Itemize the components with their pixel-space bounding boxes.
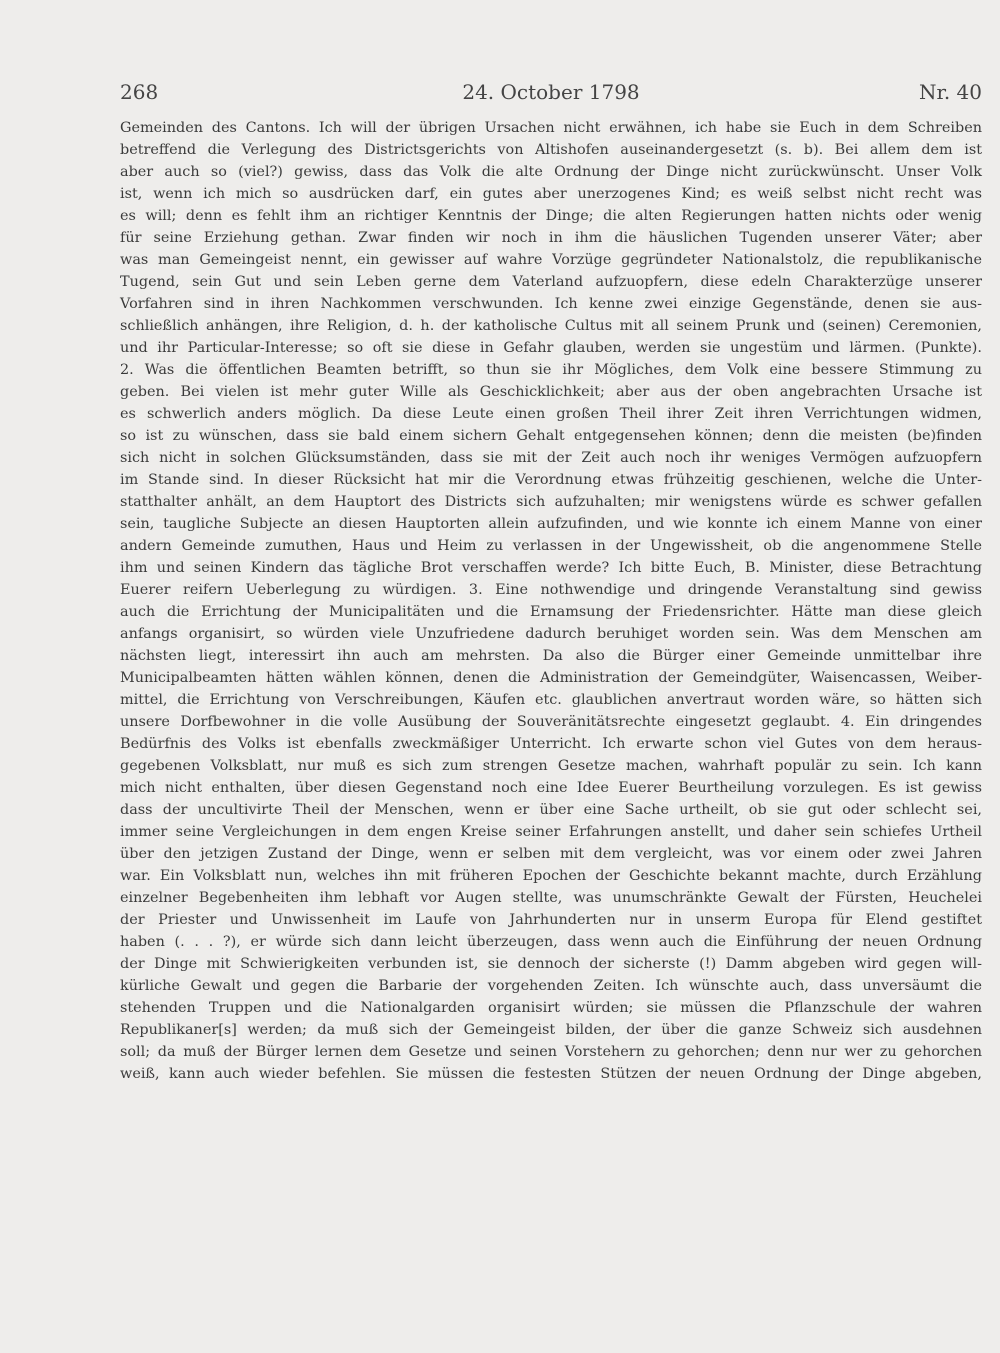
text-line: weiß, kann auch wieder befehlen. Sie müssen die festesten Stützen der neuen Ordnung der Dinge abgeben,: [120, 1066, 982, 1082]
text-line: war. Ein Volksblatt nun, welches ihn mit früheren Epochen der Geschichte bekannt machte, durch Erzählung: [120, 868, 982, 884]
text-line: andern Gemeinde zumuthen, Haus und Heim zu verlassen in der Ungewissheit, ob die angenommene Stelle: [120, 538, 982, 554]
text-line: geben. Bei vielen ist mehr guter Wille als Geschicklichkeit; aber aus der oben angebrachten Ursache ist: [120, 384, 982, 400]
text-line: anfangs organisirt, so würden viele Unzufriedene dadurch beruhiget worden sein. Was dem Menschen am: [120, 626, 982, 642]
text-line: im Stande sind. In dieser Rücksicht hat mir die Verordnung etwas frühzeitig geschienen, welche die Unter-: [120, 472, 982, 488]
text-line: nächsten liegt, interessirt ihn auch am mehrsten. Da also die Bürger einer Gemeinde unmittelbar ihre: [120, 648, 982, 664]
text-line: ihm und seinen Kindern das tägliche Brot verschaffen werde? Ich bitte Euch, B. Minister, diese Betrachtung: [120, 560, 982, 576]
text-line: sich nicht in solchen Glücksumständen, dass sie mit der Zeit auch noch ihr weniges Vermögen aufzuopfern: [120, 450, 982, 466]
text-line: auch die Errichtung der Municipalitäten und die Ernamsung der Friedensrichter. Hätte man diese gleich: [120, 604, 982, 620]
text-line: Republikaner[s] werden; da muß sich der Gemeingeist bilden, der über die ganze Schweiz sich ausdehnen: [120, 1022, 982, 1038]
text-line: statthalter anhält, an dem Hauptort des Districts sich aufzuhalten; mir wenigstens würde es schwer gefallen: [120, 494, 982, 510]
text-line: einzelner Begebenheiten ihm lebhaft vor Augen stellte, was unumschränkte Gewalt der Fürsten, Heuchelei: [120, 890, 982, 906]
header-date: 24. October 1798: [462, 80, 640, 104]
text-line: betreffend die Verlegung des Districtsgerichts von Altishofen auseinandergesetzt (s. b). Bei allem dem ist: [120, 142, 982, 158]
page-header: [120, 80, 982, 104]
text-line: ist, wenn ich mich so ausdrücken darf, ein gutes aber unerzogenes Kind; es weiß selbst nicht recht was: [120, 186, 982, 202]
text-line: immer seine Vergleichungen in dem engen Kreise seiner Erfahrungen anstellt, und daher sein schiefes Urtheil: [120, 824, 982, 840]
text-line: Vorfahren sind in ihren Nachkommen verschwunden. Ich kenne zwei einzige Gegenstände, denen sie aus-: [120, 296, 982, 312]
text-line: gegebenen Volksblatt, nur muß es sich zum strengen Gesetze machen, wahrhaft populär zu sein. Ich kann: [120, 758, 982, 774]
text-line: mittel, die Errichtung von Verschreibungen, Käufen etc. glaublichen anvertraut worden wäre, so hätten sich: [120, 692, 982, 708]
text-line: unsere Dorfbewohner in die volle Ausübung der Souveränitätsrechte eingesetzt geglaubt. 4. Ein dringendes: [120, 714, 982, 730]
text-line: es schwerlich anders möglich. Da diese Leute einen großen Theil ihrer Zeit ihren Verrichtungen widmen,: [120, 406, 982, 422]
text-line: für seine Erziehung gethan. Zwar finden wir noch in ihm die häuslichen Tugenden unserer Väter; aber: [120, 230, 982, 246]
text-line: Gemeinden des Cantons. Ich will der übrigen Ursachen nicht erwähnen, ich habe sie Euch in dem Schreiben: [120, 120, 982, 136]
text-line: es will; denn es fehlt ihm an richtiger Kenntnis der Dinge; die alten Regierungen hatten nichts oder wenig: [120, 208, 982, 224]
text-line: Euerer reifern Ueberlegung zu würdigen. 3. Eine nothwendige und dringende Veranstaltung sind gewiss: [120, 582, 982, 598]
text-line: mich nicht enthalten, über diesen Gegenstand noch eine Idee Euerer Beurtheilung vorzulegen. Es ist gewiss: [120, 780, 982, 796]
text-line: stehenden Truppen und die Nationalgarden organisirt würden; sie müssen die Pflanzschule der wahren: [120, 1000, 982, 1016]
text-line: über den jetzigen Zustand der Dinge, wenn er selben mit dem vergleicht, was vor einem oder zwei Jahren: [120, 846, 982, 862]
body-text: [120, 117, 982, 1085]
text-line: Bedürfnis des Volks ist ebenfalls zweckmäßiger Unterricht. Ich erwarte schon viel Gutes von dem heraus-: [120, 736, 982, 752]
text-line: schließlich anhängen, ihre Religion, d. h. der katholische Cultus mit all seinem Prunk und (seinen) Ceremonien,: [120, 318, 982, 334]
text-line: Municipalbeamten hätten wählen können, denen die Administration der Gemeindgüter, Waisencassen, Weiber-: [120, 670, 982, 686]
text-line: sein, taugliche Subjecte an diesen Hauptorten allein aufzufinden, und wie konnte ich einem Manne von einer: [120, 516, 982, 532]
text-line: der Priester und Unwissenheit im Laufe von Jahrhunderten nur in unserm Europa für Elend gestiftet: [120, 912, 982, 928]
text-line: so ist zu wünschen, dass sie bald einem sichern Gehalt entgegensehen können; denn die meisten (be)finden: [120, 428, 982, 444]
text-line: soll; da muß der Bürger lernen dem Gesetze und seinen Vorstehern zu gehorchen; denn nur wer zu gehorchen: [120, 1044, 982, 1060]
page-number: 268: [120, 80, 159, 104]
text-line: der Dinge mit Schwierigkeiten verbunden ist, sie dennoch der sicherste (!) Damm abgeben wird gegen will-: [120, 956, 982, 972]
text-line: kürliche Gewalt und gegen die Barbarie der vorgehenden Zeiten. Ich wünschte auch, dass unversäumt die: [120, 978, 982, 994]
text-line: dass der uncultivirte Theil der Menschen, wenn er über eine Sache urtheilt, ob sie gut oder schlecht sei,: [120, 802, 982, 818]
text-line: Tugend, sein Gut und sein Leben gerne dem Vaterland aufzuopfern, diese edeln Charakterzüge unserer: [120, 274, 982, 290]
text-line: was man Gemeingeist nennt, ein gewisser auf wahre Vorzüge gegründeter Nationalstolz, die republikanische: [120, 252, 982, 268]
text-line: haben (. . . ?), er würde sich dann leicht überzeugen, dass wenn auch die Einführung der neuen Ordnung: [120, 934, 982, 950]
text-line: und ihr Particular-Interesse; so oft sie diese in Gefahr glauben, werden sie ungestüm und lärmen. (Punkte).: [120, 340, 982, 356]
document-number: Nr. 40: [918, 80, 982, 104]
text-line: 2. Was die öffentlichen Beamten betrifft, so thun sie ihr Mögliches, dem Volk eine bessere Stimmung zu: [120, 362, 982, 378]
text-line: aber auch so (viel?) gewiss, dass das Volk die alte Ordnung der Dinge nicht zurückwünscht. Unser Volk: [120, 164, 982, 180]
